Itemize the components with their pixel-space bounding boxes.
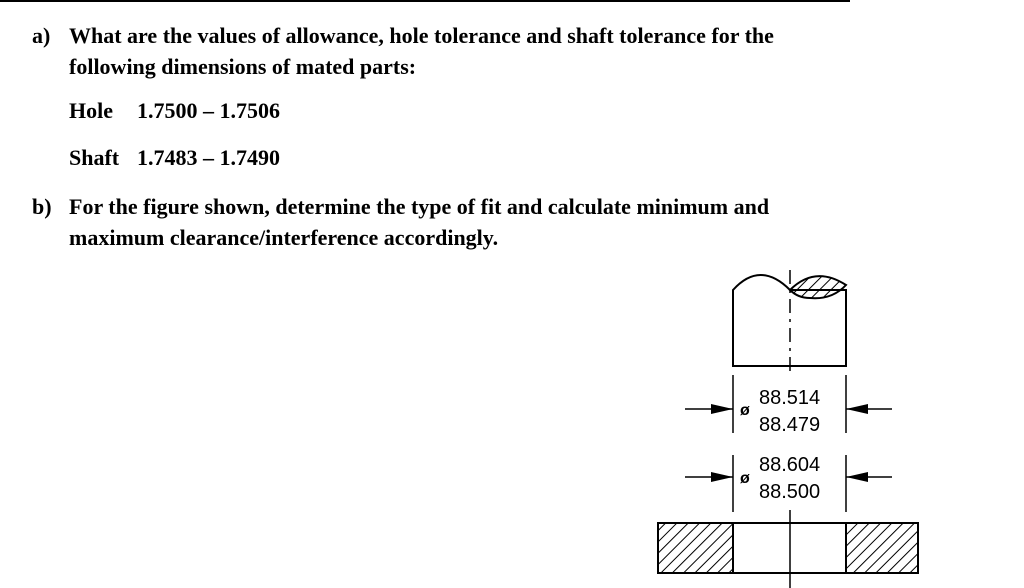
hole-range: 1.7500 – 1.7506 [137,98,280,123]
shaft-break-section [790,276,846,298]
question-b-marker: b) [32,194,52,219]
question-a-line1: What are the values of allowance, hole tolerance and shaft tolerance for the [69,23,774,48]
hole-label: Hole [69,98,113,123]
question-b-line1: For the figure shown, determine the type of fit and calculate minimum and [69,194,770,219]
shaft-dim-upper: 88.514 [759,387,821,409]
shaft-dim-symbol: ø [740,402,750,419]
shaft-range: 1.7483 – 1.7490 [137,145,280,170]
question-a-line2: following dimensions of mated parts: [69,54,417,79]
hole-block-right-section [846,523,918,573]
shaft-label: Shaft [69,145,120,170]
shaft-drawing [733,270,846,372]
hole-dim-lower: 88.500 [759,481,821,503]
hole-block [658,510,918,588]
hole-dimension [685,454,892,512]
hole-dim-symbol: ø [740,470,750,487]
question-b-line2: maximum clearance/interference accordingly. [69,225,499,250]
shaft-dimension [685,375,892,436]
hole-dim-upper: 88.604 [759,454,821,476]
shaft-dim-lower: 88.479 [759,414,821,436]
question-a-marker: a) [32,23,51,48]
hole-block-left-section [658,523,733,573]
